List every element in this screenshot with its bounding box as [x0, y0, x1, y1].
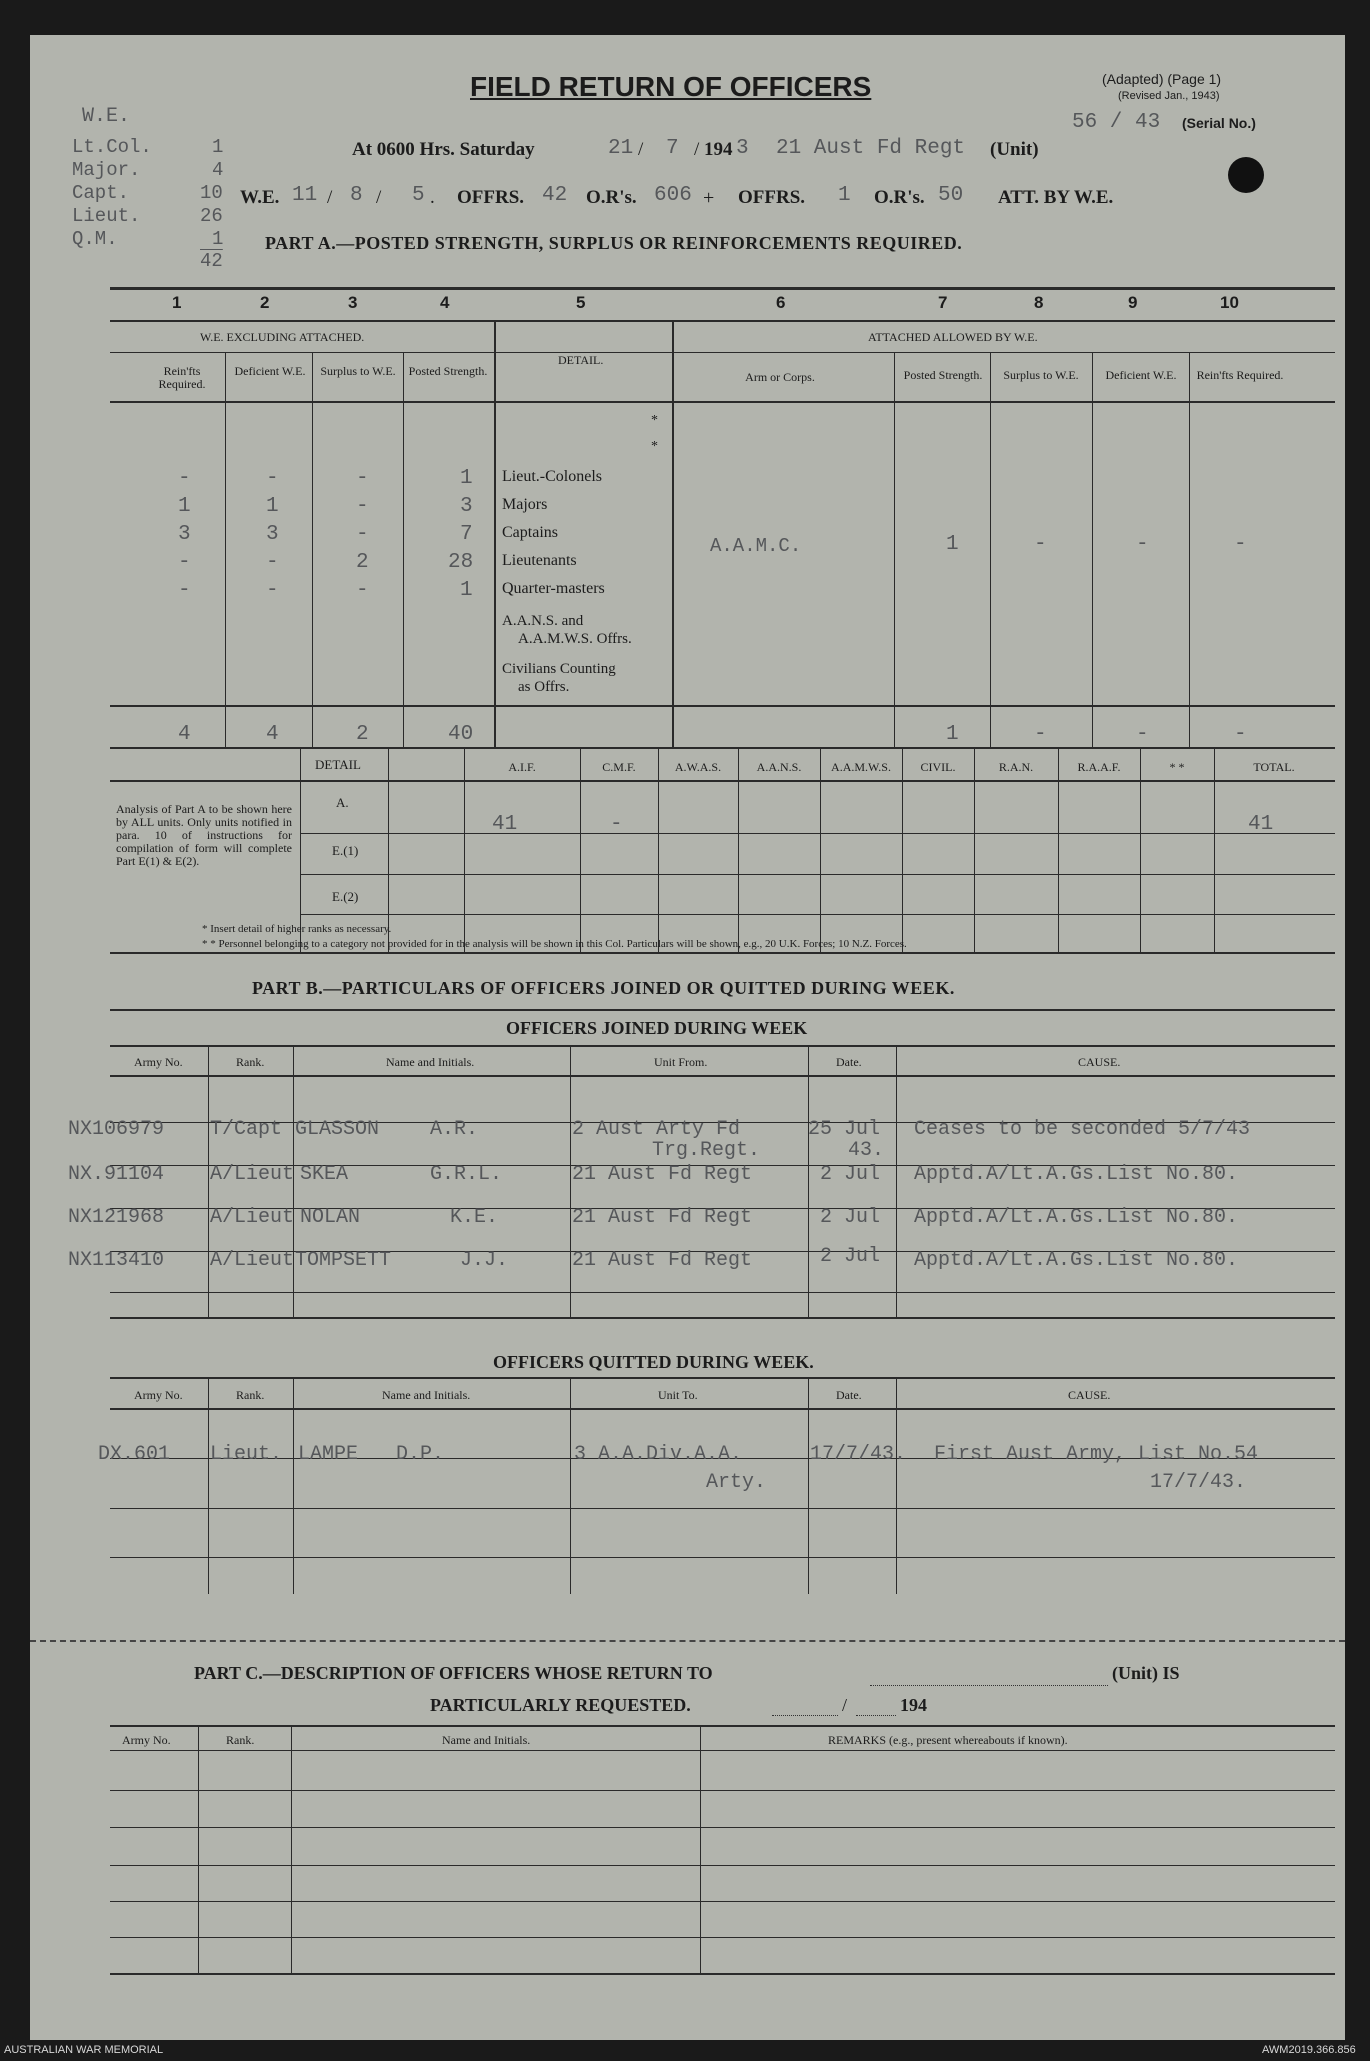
col-header: Posted Strength. — [408, 364, 488, 378]
rule — [110, 1865, 1335, 1866]
army-no: NX.91104 — [68, 1163, 165, 1186]
rule — [1214, 747, 1215, 953]
date-sep: / — [638, 139, 644, 160]
unit-from: 2 Aust Arty Fd — [572, 1118, 741, 1141]
rule — [403, 353, 404, 747]
rule — [974, 747, 975, 953]
col-number: 8 — [1034, 293, 1044, 312]
attached-heading: ATTACHED ALLOWED BY W.E. — [868, 330, 1038, 344]
we-excl-heading: W.E. EXCLUDING ATTACHED. — [200, 330, 365, 344]
total-value: - — [1234, 723, 1247, 746]
part-c-unit-line — [870, 1685, 1108, 1686]
rank-label: Lieut.-Colonels — [502, 468, 602, 485]
rule — [110, 1937, 1335, 1938]
at-hrs-label: At 0600 Hrs. Saturday — [352, 139, 535, 160]
analysis-col: CIVIL. — [920, 760, 956, 774]
col-header: Deficient W.E. — [234, 364, 306, 378]
rule — [700, 1725, 701, 1975]
initials: D.P. — [396, 1443, 445, 1466]
cell-value: - — [356, 495, 369, 518]
cell-value: 7 — [460, 523, 473, 546]
ors2-label: O.R's. — [874, 187, 925, 208]
cell-value: 1 — [460, 467, 473, 490]
date-day: 21 — [608, 137, 634, 160]
quitted-col: Date. — [836, 1388, 862, 1402]
unit-from: 21 Aust Fd Regt — [572, 1163, 753, 1186]
analysis-col: A.I.F. — [508, 760, 536, 774]
rule — [896, 1045, 897, 1317]
unit-to-2: Arty. — [706, 1471, 767, 1494]
rank: Lieut. — [210, 1443, 283, 1466]
cell-value: 3 — [178, 523, 191, 546]
col-number: 4 — [440, 293, 450, 312]
rank-label: Quarter-masters — [502, 580, 605, 597]
form-title: FIELD RETURN OF OFFICERS — [470, 71, 872, 102]
rule — [580, 747, 581, 953]
total-value: - — [1136, 723, 1149, 746]
date: 2 Jul — [820, 1245, 881, 1268]
joined-col: Date. — [836, 1055, 862, 1069]
footer-left: AUSTRALIAN WAR MEMORIAL — [4, 2044, 164, 2056]
cell-value: 2 — [356, 551, 369, 574]
analysis-col: A.W.A.S. — [674, 760, 722, 774]
name: GLASSON — [295, 1118, 380, 1141]
joined-col: CAUSE. — [1078, 1055, 1121, 1069]
total-value: 4 — [266, 723, 279, 746]
tear-line — [30, 1640, 1345, 1642]
rule — [1058, 747, 1059, 953]
serial-number: 56 / 43 — [1072, 111, 1161, 134]
rule — [1140, 747, 1141, 953]
att-label: ATT. BY W.E. — [998, 187, 1114, 208]
rule — [110, 705, 1335, 707]
total-value: 2 — [356, 723, 369, 746]
initials: J.J. — [460, 1249, 509, 1272]
offrs-value: 42 — [542, 184, 568, 207]
rule — [808, 1377, 809, 1594]
form-sheet — [30, 35, 1345, 2040]
name: LAMPE — [298, 1443, 359, 1466]
we-side-rank: Q.M. — [72, 228, 118, 250]
rank-label: Lieutenants — [502, 552, 577, 569]
rule — [110, 1790, 1335, 1791]
rule — [464, 747, 465, 953]
part-c-line2: PARTICULARLY REQUESTED. — [430, 1695, 691, 1715]
cell-value: - — [266, 579, 279, 602]
part-a-title: PART A.—POSTED STRENGTH, SURPLUS OR REINFORCEMENTS REQUIRED. — [265, 233, 963, 253]
rule — [110, 1901, 1335, 1902]
rank-label: Captains — [502, 524, 558, 541]
we-side-num: 1 — [212, 228, 224, 250]
date-month: 7 — [666, 137, 679, 160]
rule — [110, 1009, 1335, 1011]
att-arm: A.A.M.C. — [710, 535, 802, 557]
ors-label: O.R's. — [586, 187, 637, 208]
joined-col: Name and Initials. — [386, 1055, 475, 1069]
date: 2 Jul — [820, 1163, 881, 1186]
date: 17/7/43. — [810, 1443, 907, 1466]
rank: A/Lieut — [210, 1206, 295, 1229]
rule — [658, 747, 659, 953]
analysis-cmf: - — [610, 813, 623, 836]
col-header: Rein'fts Required. — [158, 364, 206, 391]
rule — [293, 1377, 294, 1594]
we-side-total: 42 — [200, 250, 223, 272]
unit-label: (Unit) — [990, 139, 1039, 160]
part-c-col: Name and Initials. — [442, 1733, 531, 1747]
analysis-row-label: A. — [336, 795, 349, 810]
rule — [894, 353, 895, 747]
cause: Apptd.A/Lt.A.Gs.List No.80. — [914, 1206, 1239, 1229]
part-c-unit-is: (Unit) IS — [1112, 1663, 1180, 1683]
rank-label: as Offrs. — [518, 679, 570, 695]
rule — [300, 833, 1335, 834]
col-header: Rein'fts Required. — [1196, 368, 1284, 382]
total-value: 1 — [946, 723, 959, 746]
rule — [312, 353, 313, 747]
cell-value: 1 — [266, 495, 279, 518]
unit-from: 21 Aust Fd Regt — [572, 1249, 753, 1272]
joined-title: OFFICERS JOINED DURING WEEK — [506, 1018, 808, 1038]
footnote: * * Personnel belonging to a category not provided for in the analysis will be shown in this Col. Particulars will be shown, e.g., 20 U.K. Forces; 10 N.Z. Forces. — [202, 938, 907, 950]
initials: G.R.L. — [430, 1163, 503, 1186]
we-side-num: 1 — [212, 136, 224, 158]
cause: Apptd.A/Lt.A.Gs.List No.80. — [914, 1163, 1239, 1186]
att-surplus: - — [1034, 533, 1047, 556]
we-value-3: 5 — [412, 184, 425, 207]
part-c-col: Army No. — [122, 1733, 171, 1747]
analysis-total: 41 — [1248, 813, 1274, 836]
cell-value: - — [178, 551, 191, 574]
we-side-rank: Lt.Col. — [72, 136, 152, 158]
cell-value: 28 — [448, 551, 474, 574]
offrs-label: OFFRS. — [457, 187, 525, 208]
rank: A/Lieut — [210, 1163, 295, 1186]
cause: Ceases to be seconded 5/7/43 — [914, 1118, 1251, 1141]
name: TOMPSETT — [295, 1249, 392, 1272]
analysis-col: A.A.N.S. — [756, 760, 802, 774]
cell-value: 1 — [178, 495, 191, 518]
date-year-digit: 3 — [736, 137, 749, 160]
rule — [896, 1377, 897, 1594]
rule — [110, 352, 1335, 353]
part-c-date-sep: / — [842, 1695, 848, 1715]
date-year: 194 — [704, 139, 733, 160]
rule — [198, 1725, 199, 1975]
rule — [110, 401, 1335, 403]
quitted-col: CAUSE. — [1068, 1388, 1111, 1402]
rule — [820, 747, 821, 953]
cell-value: - — [178, 467, 191, 490]
quitted-col: Rank. — [236, 1388, 265, 1402]
col-header: Surplus to W.E. — [320, 364, 396, 378]
att-posted: 1 — [946, 533, 959, 556]
we-side-num: 4 — [212, 159, 224, 181]
we-value-1: 11 — [292, 184, 318, 207]
footer-right: AWM2019.366.856 — [1262, 2044, 1356, 2056]
we-value-2: 8 — [350, 184, 363, 207]
cell-value: - — [266, 467, 279, 490]
rule — [494, 320, 496, 747]
analysis-col: TOTAL. — [1253, 760, 1295, 774]
army-no: NX106979 — [68, 1118, 165, 1141]
we-dot: . — [430, 187, 435, 208]
cell-value: 3 — [266, 523, 279, 546]
col-header: Deficient W.E. — [1105, 368, 1177, 382]
total-value: 40 — [448, 723, 474, 746]
rule — [110, 1750, 1335, 1751]
part-c-year: 194 — [900, 1695, 927, 1715]
plus-sign: + — [703, 187, 715, 209]
name: SKEA — [300, 1163, 349, 1186]
col-number: 3 — [348, 293, 358, 312]
rule — [672, 320, 674, 747]
rule — [110, 1827, 1335, 1828]
we-side-num: 10 — [200, 182, 223, 204]
rank-label: Civilians Counting — [502, 661, 616, 677]
joined-col: Rank. — [236, 1055, 265, 1069]
analysis-col: R.A.A.F. — [1077, 760, 1121, 774]
date-sep: / — [694, 139, 700, 160]
initials: A.R. — [430, 1118, 479, 1141]
army-no: NX113410 — [68, 1249, 165, 1272]
col-number: 6 — [776, 293, 786, 312]
cell-value: 3 — [460, 495, 473, 518]
rule — [570, 1045, 571, 1317]
joined-col: Army No. — [134, 1055, 183, 1069]
rank-label: A.A.M.W.S. Offrs. — [518, 631, 632, 647]
quitted-col: Unit To. — [658, 1388, 698, 1402]
name: NOLAN — [300, 1206, 361, 1229]
analysis-col: C.M.F. — [602, 760, 636, 774]
we-side-rank: Lieut. — [72, 205, 141, 227]
army-no: NX121968 — [68, 1206, 165, 1229]
unit-from: 21 Aust Fd Regt — [572, 1206, 753, 1229]
rank-label: A.A.N.S. and — [502, 613, 584, 629]
col-number: 9 — [1128, 293, 1138, 312]
rule — [570, 1377, 571, 1594]
army-no: DX.601 — [98, 1443, 171, 1466]
rule — [110, 320, 1335, 322]
analysis-col: R.A.N. — [998, 760, 1034, 774]
col-header: Arm or Corps. — [745, 370, 815, 384]
rule — [990, 353, 991, 747]
rule — [110, 1725, 1335, 1727]
analysis-col: * * — [1169, 760, 1185, 774]
part-c-col: Rank. — [226, 1733, 255, 1747]
analysis-row-label: E.(1) — [332, 843, 359, 858]
we-sep: / — [327, 187, 333, 208]
part-c-date-dots — [772, 1715, 838, 1716]
ors2-value: 50 — [938, 184, 964, 207]
cell-value: - — [356, 523, 369, 546]
we-sep: / — [376, 187, 382, 208]
analysis-note: Analysis of Part A to be shown here by ALL units. Only units notified in para. 10 of instructions for compilation of form will complete Part E(1) & E(2). — [116, 802, 292, 868]
star-marker: * — [651, 413, 658, 428]
cell-value: - — [356, 579, 369, 602]
analysis-detail-label: DETAIL — [315, 757, 361, 772]
we-label: W.E. — [240, 187, 280, 208]
rule — [1189, 353, 1190, 747]
we-side-rank: Capt. — [72, 182, 130, 204]
col-number: 5 — [576, 293, 586, 312]
initials: K.E. — [450, 1206, 499, 1229]
rank: A/Lieut — [210, 1249, 295, 1272]
cause-2: 17/7/43. — [1150, 1471, 1247, 1494]
total-value: - — [1034, 723, 1047, 746]
unit-from-2: Trg.Regt. — [652, 1139, 761, 1162]
part-b-title: PART B.—PARTICULARS OF OFFICERS JOINED OR QUITTED DURING WEEK. — [252, 978, 955, 998]
we-heading: W.E. — [82, 105, 131, 128]
analysis-aif: 41 — [492, 813, 518, 836]
col-number: 1 — [172, 293, 182, 312]
part-c-date-dots — [856, 1715, 896, 1716]
we-side-num: 26 — [200, 205, 223, 227]
unit-name: 21 Aust Fd Regt — [776, 137, 966, 160]
rule — [291, 1725, 292, 1975]
rank: T/Capt — [210, 1118, 283, 1141]
footnote: * Insert detail of higher ranks as necessary. — [202, 923, 392, 935]
quitted-col: Name and Initials. — [382, 1388, 471, 1402]
cell-value: 1 — [460, 579, 473, 602]
rule — [110, 747, 1335, 749]
we-side-rank: Major. — [72, 159, 141, 181]
rule — [902, 747, 903, 953]
analysis-row-label: E.(2) — [332, 889, 359, 904]
cause: First Aust Army, List No.54 — [934, 1443, 1259, 1466]
unit-to: 3 A.A.Div.A.A. — [574, 1443, 743, 1466]
rule — [300, 874, 1335, 875]
date: 25 Jul — [808, 1118, 881, 1141]
rule — [208, 1377, 209, 1594]
quitted-col: Army No. — [134, 1388, 183, 1402]
col-header: Posted Strength. — [903, 368, 983, 382]
col-number: 10 — [1220, 293, 1239, 312]
date: 2 Jul — [820, 1206, 881, 1229]
att-reinf: - — [1234, 533, 1247, 556]
star-marker: * — [651, 439, 658, 454]
joined-col: Unit From. — [654, 1055, 708, 1069]
cell-value: - — [178, 579, 191, 602]
rule — [738, 747, 739, 953]
col-number: 7 — [938, 293, 948, 312]
cell-value: - — [356, 467, 369, 490]
cell-value: - — [266, 551, 279, 574]
rule — [110, 952, 1335, 954]
rule — [110, 1317, 1335, 1319]
ors-value: 606 — [654, 184, 692, 207]
rule — [208, 1045, 209, 1317]
part-c-col: REMARKS (e.g., present whereabouts if known). — [828, 1733, 1068, 1747]
rule — [225, 353, 226, 747]
revised-note: (Revised Jan., 1943) — [1118, 90, 1220, 102]
col-number: 2 — [260, 293, 270, 312]
cause: Apptd.A/Lt.A.Gs.List No.80. — [914, 1249, 1239, 1272]
rule — [110, 780, 1335, 782]
detail-heading: DETAIL. — [558, 353, 604, 367]
punch-hole — [1228, 157, 1264, 193]
rule — [110, 287, 1335, 290]
analysis-col: A.A.M.W.S. — [831, 760, 891, 774]
serial-label: (Serial No.) — [1182, 115, 1256, 131]
total-value: 4 — [178, 723, 191, 746]
offrs2-value: 1 — [838, 184, 851, 207]
part-c-title: PART C.—DESCRIPTION OF OFFICERS WHOSE RETURN TO — [194, 1663, 713, 1683]
rule — [110, 1973, 1335, 1975]
offrs2-label: OFFRS. — [738, 187, 806, 208]
rule — [808, 1045, 809, 1317]
rank-label: Majors — [502, 496, 548, 513]
adapted-note: (Adapted) (Page 1) — [1102, 71, 1222, 87]
quitted-title: OFFICERS QUITTED DURING WEEK. — [493, 1352, 814, 1372]
rule — [1092, 353, 1093, 747]
col-header: Surplus to W.E. — [1003, 368, 1079, 382]
date-2: 43. — [848, 1139, 885, 1162]
att-deficient: - — [1136, 533, 1149, 556]
rule — [300, 914, 1335, 915]
